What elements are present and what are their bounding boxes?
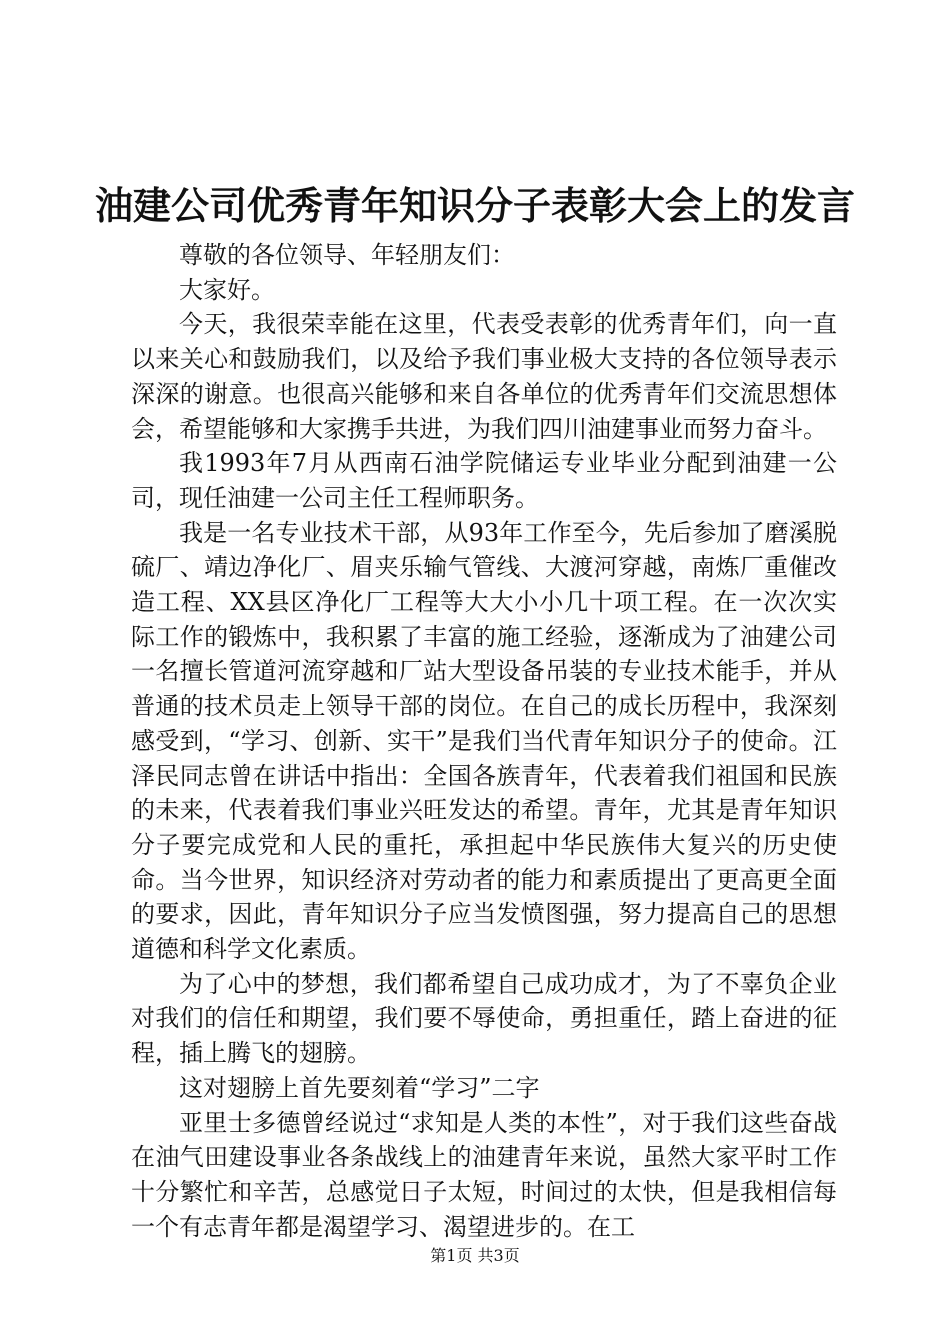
- paragraph-intro: 今天，我很荣幸能在这里，代表受表彰的优秀青年们，向一直以来关心和鼓励我们，以及给予我们事业极大支持的各位领导表示深深的谢意。也很高兴能够和来自各单位的优秀青年们交流思想体会，希望能够和大家携手共进，为我们四川油建事业而努力奋斗。: [131, 310, 837, 443]
- paragraph-aristotle: 亚里士多德曾经说过“求知是人类的本性”，对于我们这些奋战在油气田建设事业各条战线上的油建青年来说，虽然大家平时工作十分繁忙和辛苦，总感觉日子太短，时间过的太快，但是我相信每一个有志青年都是渴望学习、渴望进步的。在工: [131, 1108, 837, 1241]
- paragraph-experience: 我是一名专业技术干部，从93年工作至今，先后参加了磨溪脱硫厂、靖边净化厂、眉夹乐输气管线、大渡河穿越，南炼厂重催改造工程、XX县区净化厂工程等大大小小几十项工程。在一次次实际工作的锻炼中，我积累了丰富的施工经验，逐渐成为了油建公司一名擅长管道河流穿越和厂站大型设备吊装的专业技术能手，并从普通的技术员走上领导干部的岗位。在自己的成长历程中，我深刻感受到，“学习、创新、实干”是我们当代青年知识分子的使命。江泽民同志曾在讲话中指出：全国各族青年，代表着我们祖国和民族的未来，代表着我们事业兴旺发达的希望。青年，尤其是青年知识分子要完成党和人民的重托，承担起中华民族伟大复兴的历史使命。当今世界，知识经济对劳动者的能力和素质提出了更高更全面的要求，因此，青年知识分子应当发愤图强，努力提高自己的思想道德和科学文化素质。: [131, 518, 837, 964]
- salutation: 尊敬的各位领导、年轻朋友们：: [179, 241, 515, 269]
- document-body: [131, 238, 837, 1244]
- paragraph-background: 我1993年7月从西南石油学院储运专业毕业分配到油建一公司，现任油建一公司主任工程师职务。: [131, 449, 837, 512]
- section-heading-study: 这对翅膀上首先要刻着“学习”二字: [179, 1073, 540, 1102]
- page-footer: 第1页 共3页: [430, 1246, 520, 1265]
- document-title: 油建公司优秀青年知识分子表彰大会上的发言: [94, 183, 855, 228]
- greeting: 大家好。: [179, 275, 275, 304]
- paragraph-dream: 为了心中的梦想，我们都希望自己成功成才，为了不辜负企业对我们的信任和期望，我们要不辱使命，勇担重任，踏上奋进的征程，插上腾飞的翅膀。: [131, 969, 837, 1068]
